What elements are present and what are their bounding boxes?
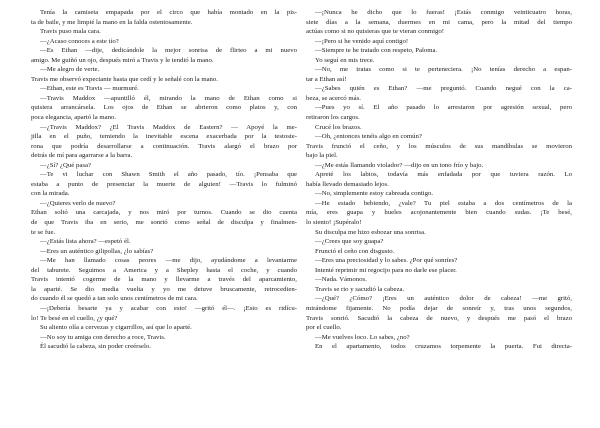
text-line: Travis puso mala cara.: [40, 28, 101, 36]
text-line: —¡Debería besarte ya y acabar con esto! —gritó él—. ¡Esto es ridícu-: [40, 304, 297, 312]
text-line: —Eres un auténtico gilipollas, ¿lo sabías?: [40, 247, 154, 255]
text-line: —¿Sabes quién es Ethan? —me preguntó. Cuando negué con la ca-: [315, 85, 572, 93]
text-line: poca elegancia, apartó la mano.: [31, 114, 117, 122]
text-line: Su disculpa me hizo esbozar una sonrisa.: [315, 228, 426, 236]
text-line: En el apartamento, todos cruzamos torpemente la puerta. Fui directa-: [315, 343, 572, 351]
text-line: —¿Qué? ¿Cómo? ¡Eres un auténtico dolor de cabeza! —me gritó,: [315, 295, 572, 303]
text-line: Travis se rio y sacudió la cabeza.: [315, 285, 405, 293]
text-line: tar a Ethan así!: [306, 75, 347, 83]
text-line: —¿Acaso conoces a este tío?: [40, 37, 119, 45]
text-line: detrás de mí para agarrarse a la barra.: [31, 152, 133, 160]
text-line: amigo. Me guiñó un ojo, después miró a Travis y le tendió la mano.: [31, 56, 214, 64]
text-line: —Siempre te he tratado con respeto, Paloma.: [315, 47, 438, 55]
text-line: —¿Estás lista ahora? —espetó él.: [40, 238, 131, 246]
text-line: con la mirada.: [31, 190, 70, 198]
text-line: mía, eres guapa y hueles acojonantemente bien cuando sudas. ¡Te besé,: [306, 209, 572, 217]
text-line: Él sacudió la cabeza, sin poder creérselo.: [40, 343, 151, 351]
text-line: do cuando él se quedó a tan solo unos centímetros de mi cara.: [31, 295, 198, 303]
text-line: —Me vuelves loco. Lo sabes, ¿no?: [315, 333, 410, 341]
text-line: Yo seguí en mis trece.: [315, 56, 375, 64]
text-line: —¿Me estás llamando violador? —dijo en un tono frío y bajo.: [315, 161, 484, 169]
text-line: Travis frunció el ceño, y los músculos de sus mandíbulas se movieron: [306, 142, 572, 150]
text-line: bajo la piel.: [306, 152, 338, 160]
text-line: Travis sonrió. Sacudió la cabeza de nuevo, y después me pasó el brazo: [306, 314, 572, 322]
text-line: mirándome fijamente. No podía dejar de sonreír y, tras unos segundos,: [306, 304, 572, 312]
text-line: —¿Crees que soy guapa?: [315, 238, 384, 246]
text-line: Tenía la camiseta empapada por el circo que había montado en la pis-: [40, 9, 297, 16]
text-line: —¿Travis Maddox? ¿El Travis Maddox de Eastern? — Apoyé la me-: [40, 123, 297, 131]
text-line: —¡Pero si he venido aquí contigo!: [315, 37, 409, 45]
text-line: rona que podría desarrollarse a continuación. Travis alargó el brazo por: [31, 142, 297, 150]
text-line: por el cuello.: [306, 324, 342, 332]
text-line: actúas como si no quisieras que te vieran conmigo!: [306, 28, 444, 36]
text-line: lo! Te besé en el cuello, ¿y qué?: [31, 314, 118, 322]
text-line: Ethan soltó una carcajada, y nos miró por turnos. Cuando se dio cuenta: [31, 209, 297, 217]
text-line: —Oh, ¿entonces tenéis algo en común?: [315, 133, 422, 141]
text-line: —Me alegro de verte.: [40, 66, 100, 74]
text-line: retiraron los cargos.: [306, 114, 360, 122]
text-line: —Ethan, este es Travis — murmuré.: [40, 85, 139, 93]
text-line: —Me han llamado cosas peores —me dijo, ayudándome a levantarme: [40, 257, 297, 265]
text-line: estaba a punto de presenciar la muerte de alguien! —Travis lo fulminó: [31, 180, 297, 188]
text-line: —No, simplemente estoy cabreada contigo.: [315, 190, 434, 198]
text-line: de que Travis iba en serio, me sonrió como señal de disculpa y finalmen-: [31, 219, 297, 227]
text-line: había llevado demasiado lejos.: [306, 180, 389, 188]
text-line: —Eres una preciosidad y lo sabes. ¿Por qué sonríes?: [315, 257, 458, 265]
text-line: quisiera arrancársela. Los ojos de Ethan se abrieron como platos y, con: [31, 104, 297, 112]
text-line: Crucé los brazos.: [315, 123, 362, 131]
right-page: [306, 8, 572, 352]
text-line: Apreté los labios, todavía más enfadada por que tuviera razón. Lo: [315, 171, 572, 179]
text-line: Su aliento olía a cervezas y cigarrillos, así que lo aparté.: [40, 324, 192, 332]
text-line: —¡Nunca he dicho que lo fueras! ¡Estás conmigo veinticuatro horas,: [315, 9, 572, 16]
left-page: [31, 8, 297, 352]
text-line: del taburete. Seguimos a America y a Shepley hasta el coche, y cuando: [31, 266, 297, 274]
text-line: siete días a la semana, duermes en mi cama, pero la mitad del tiempo: [306, 18, 572, 26]
text-line: —Te vi luchar con Shawn Smith el año pasado, tío. ¡Pensaba que: [40, 171, 297, 179]
text-line: —Nada. Vámonos.: [315, 276, 367, 284]
text-line: —Pues yo sí. El año pasado lo arrestaron por agresión sexual, pero: [315, 104, 572, 112]
text-line: —¿Sí? ¿Qué pasa?: [40, 161, 91, 169]
text-line: lo siento! ¡Supéralo!: [306, 219, 362, 227]
text-line: —Travis Maddox —apuntilló él, mirando la mano de Ethan como si: [40, 94, 297, 102]
text-line: Travis intentó cogerme de la mano y llevarme a través del aparcamiento,: [31, 276, 297, 284]
text-line: Travis me observó expectante hasta que cedí y le señalé con la mano.: [31, 75, 218, 83]
text-line: —No, me tratas como si te perteneciera. ¡No tenías derecho a espan-: [315, 66, 572, 74]
text-line: beza, se acercó más.: [306, 94, 361, 102]
text-line: Frunció el ceño con disgusto.: [315, 247, 395, 255]
text-line: ta de baile, y me limpié la mano en la falda ostentosamente.: [31, 18, 193, 26]
text-line: te se fue.: [31, 228, 56, 236]
text-line: jilla en el puño, temiendo la inevitable escena exacerbada por la testoste-: [31, 133, 297, 141]
text-line: la aparté. Se dio media vuelta y yo me detuve bruscamente, retrocedien-: [31, 285, 297, 293]
text-line: —No soy tu amiga con derecho a roce, Travis.: [40, 333, 166, 341]
text-line: Intenté reprimir mi regocijo para no darle ese placer.: [315, 266, 457, 274]
text-line: —He estado bebiendo, ¿vale? Tu piel estaba a dos centímetros de la: [315, 199, 572, 207]
text-line: —Es Ethan —dije, dedicándole la mejor sonrisa de flirteo a mi nuevo: [40, 47, 297, 55]
text-line: —¿Quieres verlo de nuevo?: [40, 199, 116, 207]
